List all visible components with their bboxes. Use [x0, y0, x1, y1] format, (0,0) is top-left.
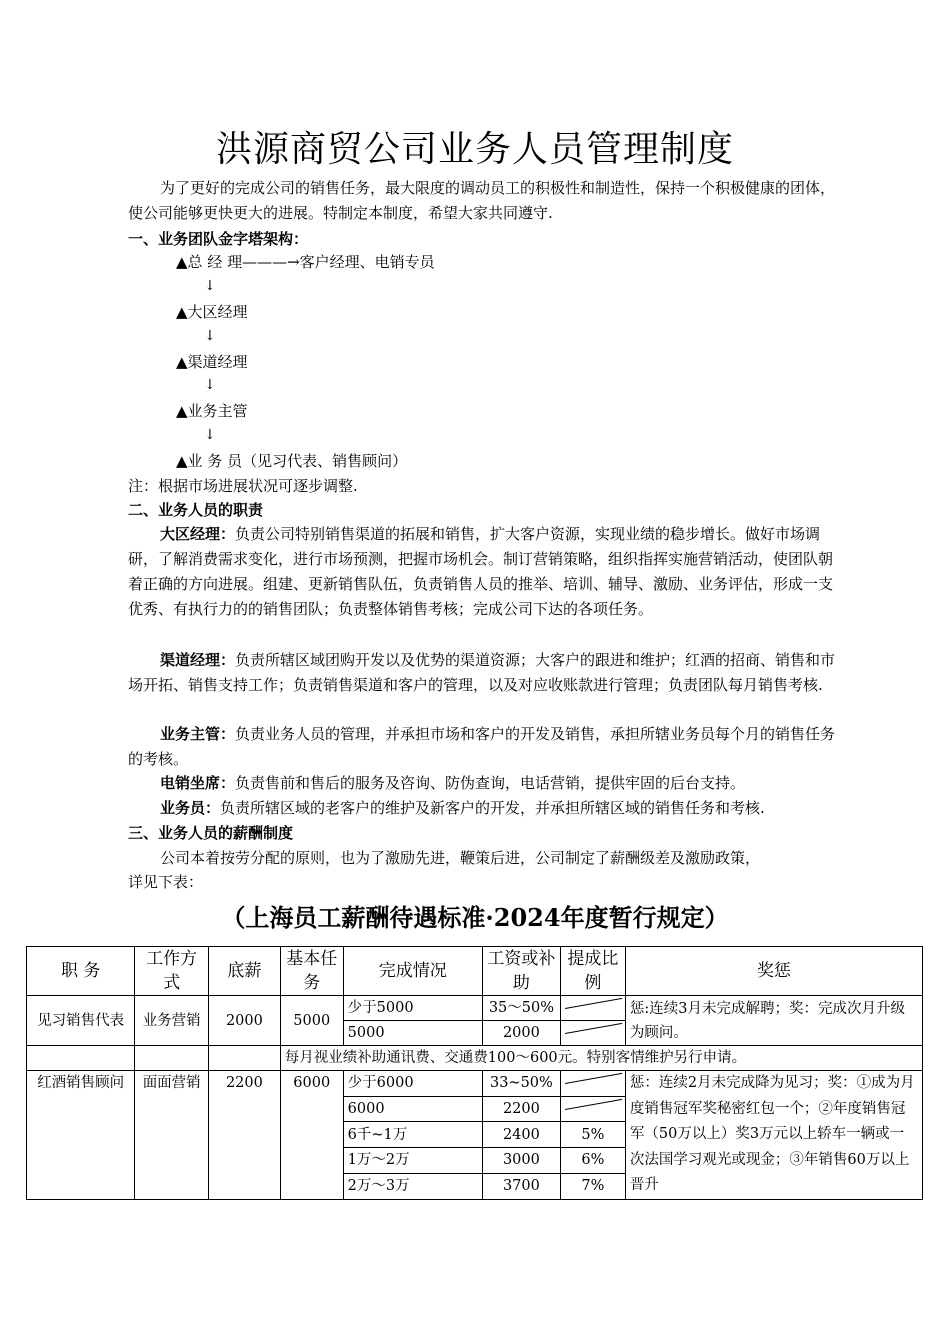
- duty-regional-manager: [128, 522, 840, 622]
- diagonal-line: [565, 1001, 621, 1015]
- duty-role: 业务主管：: [160, 725, 236, 743]
- ratio-cell: [560, 1096, 625, 1122]
- completion-cell: 6000: [343, 1096, 482, 1122]
- pyramid-level-salesperson: ▲业 务 员（见习代表、销售顾问）: [176, 452, 408, 470]
- table-title: （上海员工薪酬待遇标准·2024年度暂行规定）: [221, 903, 729, 932]
- section1-heading: 一、业务团队金字塔架构：: [128, 230, 309, 248]
- empty-cell: [27, 1046, 135, 1071]
- duty-role: 电销坐席：: [160, 774, 236, 792]
- empty-cell: [209, 1046, 281, 1071]
- table-row: [27, 1071, 923, 1097]
- completion-cell: 2万～3万: [343, 1173, 482, 1199]
- completion-cell: 少于6000: [343, 1071, 482, 1097]
- pyramid-level-channel: ▲渠道经理: [176, 353, 248, 371]
- header-cell: 基本任务: [280, 947, 343, 996]
- salary-table: [26, 946, 923, 1200]
- diagonal-line: [565, 1026, 621, 1040]
- arrow-down-icon: ↓: [204, 328, 216, 344]
- mode-cell: 业务营销: [135, 996, 209, 1046]
- section3-heading: 三、业务人员的薪酬制度: [128, 824, 294, 842]
- pyramid-level-supervisor: ▲业务主管: [176, 402, 248, 420]
- pyramid-level-regional: ▲大区经理: [176, 303, 248, 321]
- duty-text: 负责售前和售后的服务及咨询、防伪查询，电话营销，提供牢固的后台支持。: [235, 774, 746, 792]
- header-cell: 职 务: [27, 947, 135, 996]
- arrow-down-icon: ↓: [204, 278, 216, 294]
- ratio-cell: 5%: [560, 1122, 625, 1148]
- duty-text: 负责所辖区域的老客户的维护及新客户的开发，并承担所辖区域的销售任务和考核.: [220, 799, 765, 817]
- duty-channel-manager: [128, 648, 840, 698]
- completion-cell: 1万～2万: [343, 1148, 482, 1174]
- reward-cell: 惩:连续3月未完成解聘；奖：完成次月升级为顾问。: [625, 996, 922, 1046]
- pay-cell: 3000: [482, 1148, 560, 1174]
- empty-cell: [135, 1046, 209, 1071]
- intro-paragraph: 为了更好的完成公司的销售任务，最大限度的调动员工的积极性和制造性，保持一个积极健康的团体，使公司能够更快更大的进展。特制定本制度，希望大家共同遵守.: [128, 179, 836, 222]
- pay-cell: 2000: [482, 1021, 560, 1046]
- table-header-row: [27, 947, 923, 996]
- header-cell: 工资或补助: [482, 947, 560, 996]
- table-row: [27, 1046, 923, 1071]
- duty-salesperson: [128, 796, 853, 821]
- header-cell: 工作方式: [135, 947, 209, 996]
- duty-role: 业务员：: [160, 799, 221, 817]
- pay-cell: 33~50%: [482, 1071, 560, 1097]
- ratio-cell: [560, 1021, 625, 1046]
- header-cell: 提成比例: [560, 947, 625, 996]
- ratio-cell: [560, 996, 625, 1021]
- reward-cell: 惩：连续2月未完成降为见习；奖：①成为月度销售冠军奖秘密红包一个；②年度销售冠军（50万以上）奖3万元以上轿车一辆或一次法国学习观光或现金；③年销售60万以上晋升: [625, 1071, 922, 1200]
- section3-text: 公司本着按劳分配的原则，也为了激励先进，鞭策后进，公司制定了薪酬级差及激励政策，: [160, 849, 761, 867]
- task-cell: 5000: [280, 996, 343, 1046]
- mode-cell: 面面营销: [135, 1071, 209, 1200]
- pay-cell: 35～50%: [482, 996, 560, 1021]
- section1-note: 注：根据市场进展状况可逐步调整.: [128, 477, 358, 495]
- ratio-cell: 7%: [560, 1173, 625, 1199]
- duty-text: 负责公司特别销售渠道的拓展和销售，扩大客户资源，实现业绩的稳步增长。做好市场调研，了解消费需求变化，进行市场预测，把握市场机会。制订营销策略，组织指挥实施营销活动，使团队朝着正确的方向进展。组建、更新销售队伍，负责销售人员的推举、培训、辅导、激励、业务评估，形成一支优秀、有执行力的的销售团队；负责整体销售考核；完成公司下达的各项任务。: [128, 525, 834, 618]
- header-cell: 奖惩: [625, 947, 922, 996]
- ratio-cell: 6%: [560, 1148, 625, 1174]
- duty-role: 渠道经理：: [160, 651, 236, 669]
- header-cell: 底薪: [209, 947, 281, 996]
- base-cell: 2000: [209, 996, 281, 1046]
- pay-cell: 3700: [482, 1173, 560, 1199]
- duty-text: 负责业务人员的管理，并承担市场和客户的开发及销售，承担所辖业务员每个月的销售任务的考核。: [128, 725, 836, 768]
- duty-telesales: [128, 771, 840, 796]
- subsidy-note-cell: 每月视业绩补助通讯费、交通费100～600元。特别客情维护另行申请。: [280, 1046, 922, 1071]
- base-cell: 2200: [209, 1071, 281, 1200]
- completion-cell: 5000: [343, 1021, 482, 1046]
- duty-role: 大区经理：: [160, 525, 236, 543]
- pay-cell: 2400: [482, 1122, 560, 1148]
- position-cell: 见习销售代表: [27, 996, 135, 1046]
- pay-cell: 2200: [482, 1096, 560, 1122]
- section3-text: 详见下表：: [128, 873, 204, 891]
- diagonal-line: [565, 1076, 621, 1090]
- duty-text: 负责所辖区域团购开发以及优势的渠道资源；大客户的跟进和维护；红酒的招商、销售和市场开拓、销售支持工作；负责销售渠道和客户的管理，以及对应收账款进行管理；负责团队每月销售考核.: [128, 651, 836, 694]
- duty-supervisor: [128, 722, 840, 772]
- table-row: [27, 996, 923, 1021]
- section2-heading: 二、业务人员的职责: [128, 501, 264, 519]
- task-cell: 6000: [280, 1071, 343, 1200]
- arrow-down-icon: ↓: [204, 427, 216, 443]
- arrow-down-icon: ↓: [204, 377, 216, 393]
- completion-cell: 6千~1万: [343, 1122, 482, 1148]
- pyramid-level-gm: ▲总 经 理———→客户经理、电销专员: [176, 253, 435, 271]
- ratio-cell: [560, 1071, 625, 1097]
- diagonal-line: [565, 1102, 621, 1116]
- position-cell: 红酒销售顾问: [27, 1071, 135, 1200]
- page-title: 洪源商贸公司业务人员管理制度: [215, 129, 734, 170]
- header-cell: 完成情况: [343, 947, 482, 996]
- completion-cell: 少于5000: [343, 996, 482, 1021]
